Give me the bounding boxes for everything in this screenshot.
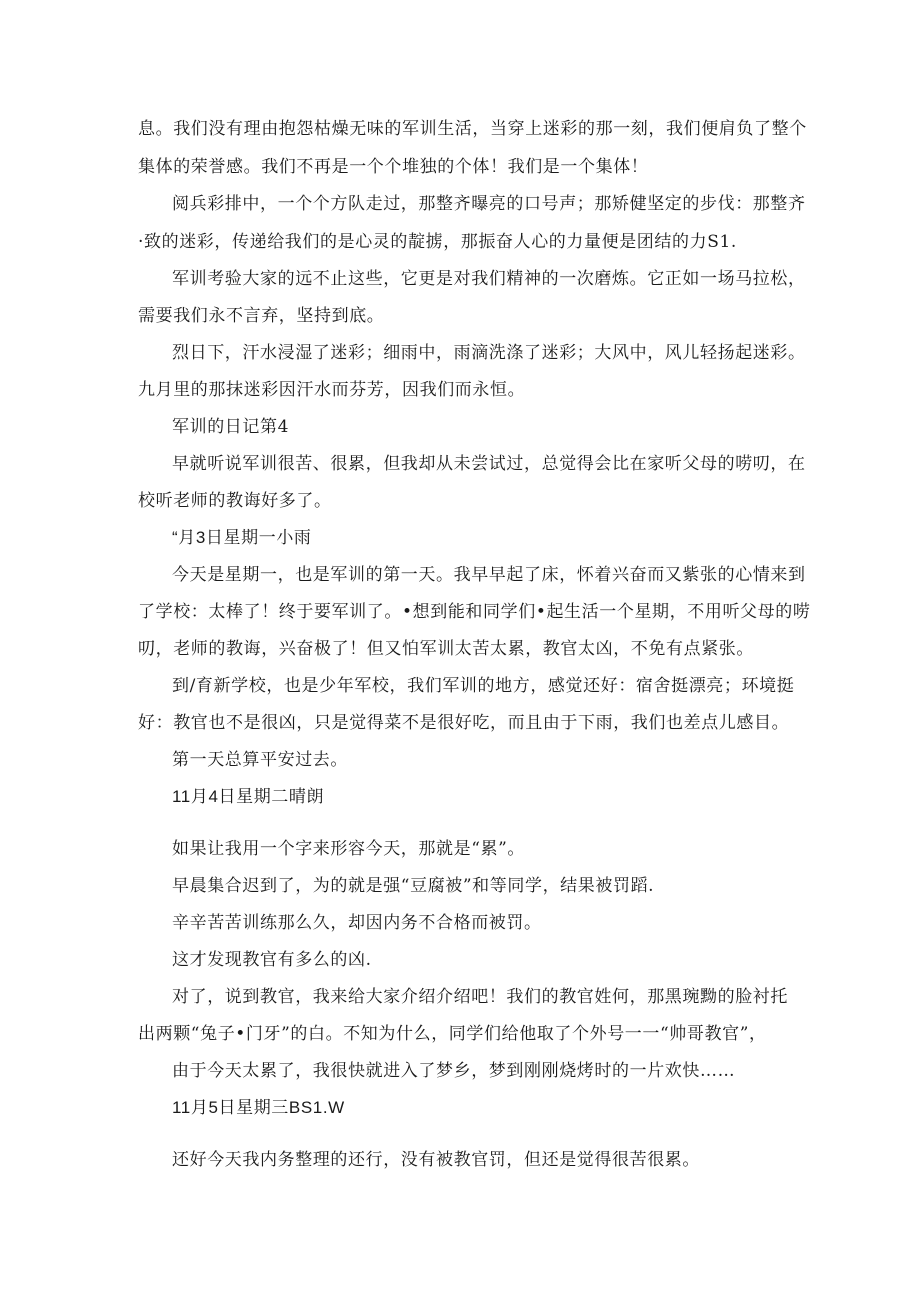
paragraph-line: 出两颗“兔子•门牙”的白。不知为什么，同学们给他取了个外号一一“帅哥教官”，: [138, 1024, 767, 1044]
paragraph-line: 还好今天我内务整理的还行，没有被教官罚，但还是觉得很苦很累。: [172, 1150, 700, 1170]
paragraph-line: 由于今天太累了，我很快就进入了梦乡，梦到刚刚烧烤时的一片欢快……: [172, 1061, 736, 1081]
paragraph-line: 军训考验大家的远不止这些，它更是对我们精神的一次磨炼。它正如一场马拉松，: [172, 269, 806, 289]
date-heading: 11月5日星期三BS1.W: [172, 1098, 345, 1117]
date-heading: “月3日星期一小雨: [172, 528, 312, 547]
paragraph-line: 了学校：太棒了！终于要军训了。•想到能和同学们•起生活一个星期，不用听父母的唠: [138, 602, 811, 622]
paragraph-line: 到/育新学校，也是少年军校，我们军训的地方，感觉还好：宿舍挺漂亮；环境挺: [172, 676, 795, 696]
paragraph-line: 早就听说军训很苦、很累，但我却从未尝试过，总觉得会比在家听父母的唠叨，在: [172, 454, 806, 474]
paragraph-line: 第一天总算平安过去。: [172, 750, 348, 770]
paragraph-line: 息。我们没有理由抱怨枯燥无味的军训生活，当穿上迷彩的那一刻，我们便肩负了整个: [138, 119, 807, 139]
paragraph-line: 对了，说到教官，我来给大家介绍介绍吧！我们的教官姓何，那黑琬黝的脸衬托: [172, 987, 788, 1007]
paragraph-line: 今天是星期一，也是军训的第一天。我早早起了床，怀着兴奋而又紫张的心情来到: [172, 565, 806, 585]
paragraph-line: 早晨集合迟到了，为的就是强“豆腐被”和等同学，结果被罚蹈.: [172, 876, 655, 896]
paragraph-line: 烈日下，汗水浸湿了迷彩；细雨中，雨滴洗涤了迷彩；大风中，风儿轻扬起迷彩。: [172, 343, 806, 363]
paragraph-line: 九月里的那抹迷彩因汗水而芬芳，因我们而永恒。: [138, 380, 526, 400]
paragraph-line: 集体的荣誉感。我们不再是一个个堆独的个体！我们是一个集体！: [138, 157, 649, 177]
paragraph-line: 辛辛苦苦训练那么久，却因内务不合格而被罚。: [172, 913, 542, 933]
section-title: 军训的日记第4: [172, 417, 290, 437]
paragraph-line: 这才发现教官有多么的凶.: [172, 950, 372, 970]
date-heading: 11月4日星期二晴朗: [172, 787, 325, 806]
paragraph-line: 好：教官也不是很凶，只是觉得菜不是很好吃，而且由于下雨，我们也差点儿感目。: [138, 713, 790, 733]
paragraph-line: 校听老师的教诲好多了。: [138, 491, 332, 511]
paragraph-line: 如果让我用一个字来形容今天，那就是“累”。: [172, 839, 525, 859]
paragraph-line: 需要我们永不言弃，坚持到底。: [138, 306, 385, 326]
paragraph-line: ·致的迷彩，传递给我们的是心灵的靛掳，那振奋人心的力量便是团结的力S1.: [138, 232, 737, 252]
paragraph-line: 阅兵彩排中，一个个方队走过，那整齐曝亮的口号声；那矫健坚定的步伐：那整齐: [172, 194, 806, 214]
paragraph-line: 叨，老师的教诲，兴奋极了！但又怕军训太苦太累，教官太凶，不免有点紧张。: [138, 639, 754, 659]
